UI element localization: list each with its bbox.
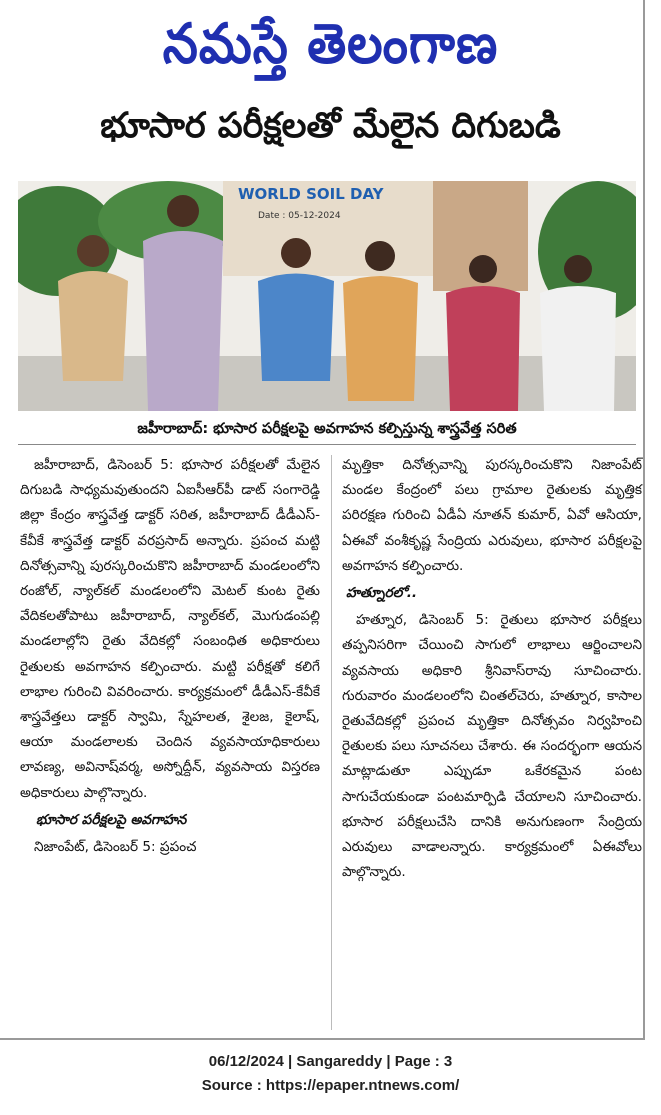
subhead-hathnura: హత్నూరలో.. <box>346 585 418 602</box>
article-column-left <box>20 453 320 1053</box>
article-paragraph-nizampet-cont: మృత్తికా దినోత్సవాన్ని పురస్కరించుకొని నిజాంపేట్‌ మండల కేంద్రంలో పలు గ్రామాల రైతులకు మృత్తిక పరిరక్షణ గురించి ఏడీఏ నూతన్‌ కుమార్‌, ఏవో ఆసియా, ఏఈవో వంశీకృష్ణ సేంద్రియ ఎరువులు, భూసార పరీక్షలపై అవగాహన కల్పించారు. <box>342 457 642 574</box>
subhead-nizampet: భూసార పరీక్షలపై అవగాహన <box>36 811 187 828</box>
footer-source: Source : https://epaper.ntnews.com/ <box>201 1077 460 1094</box>
page-footer <box>0 1050 661 1098</box>
article-paragraph-hathnura: హత్నూర, డిసెంబర్‌ 5: రైతులు భూసార పరీక్షలు తప్పనిసరిగా చేయించి సాగులో లాభాలు ఆర్జించాలని వ్యవసాయ అధికారి శ్రీనివాస్‌రావు సూచించారు. గురువారం మండలంలోని చింతల్‌చెరు, హత్నూర, కాసాల రైతువేదికల్లో ప్రపంచ మృత్తికా దినోత్సవం నిర్వహించి రైతులకు పలు సూచనలు చేశారు. ఈ సందర్భంగా ఆయన మాట్లాడుతూ ఎప్పుడూ ఒకేరకమైన పంట సాగుచేయకుండా పంటమార్పిడి చేయాలని సూచించారు. భూసార పరీక్షలుచేసి దానికి అనుగుణంగా సేంద్రియ ఎరువులు వాడాలన్నారు. కార్యక్రమంలో ఏఈవోలు పాల్గొన్నారు. <box>342 612 642 881</box>
photo-caption: జహీరాబాద్‌: భూసార పరీక్షలపై అవగాహన కల్పిస్తున్న శాస్త్రవేత్త సరిత <box>137 421 517 437</box>
photo-illustration <box>18 181 636 411</box>
article-paragraph: జహీరాబాద్‌, డిసెంబర్‌ 5: భూసార పరీక్షలతో మేలైన దిగుబడి సాధ్యమవుతుందని ఏఐసీఆర్‌పీ డాట్‌ సంగారెడ్డి జిల్లా కేంద్రం శాస్త్రవేత్త డాక్టర్‌ సరిత, జహీరాబాద్‌ డీడీఎస్‌-కేవీకే శాస్త్రవేత్త డాక్టర్‌ వరప్రసాద్‌ అన్నారు. ప్రపంచ మట్టి దినోత్సవాన్ని పురస్కరించుకొని జహీరాబాద్‌ మండలంలోని రంజోల్‌, న్యాల్‌కల్‌ మండలంలోని మెటల్‌ కుంట రైతు వేదికలతోపాటు జహీరాబాద్‌, న్యాల్‌కల్‌, మొగుడంపల్లి మండలాల్లోని రైతు వేదికల్లో సంబంధిత అధికారులు రైతులకు అవగాహన కల్పించారు. మట్టి పరీక్షతో కలిగే లాభాల గురించి వివరించారు. కార్యక్రమంలో డీడీఎస్‌-కేవీకే శాస్త్రవేత్తలు డాక్టర్‌ స్వామి, స్నేహలత, శైలజ, కైలాష్‌, ఆయా మండలాలకు చెందిన వ్యవసాయాధికారులు లావణ్య, అవినాష్‌వర్మ, అస్నోద్దీన్‌, వ్యవసాయ విస్తరణ అధికారులు పాల్గొన్నారు. <box>20 457 320 801</box>
masthead-title: నమస్తే తెలంగాణ <box>162 12 499 76</box>
photo-banner-date: Date : 05-12-2024 <box>258 211 341 221</box>
news-photo <box>18 181 636 411</box>
column-divider <box>331 455 332 1030</box>
article-paragraph-nizampet-start: నిజాంపేట్‌, డిసెంబర్‌ 5: ప్రపంచ <box>34 839 197 856</box>
footer-edition-info: 06/12/2024 | Sangareddy | Page : 3 <box>208 1053 453 1070</box>
headline: భూసార పరీక్షలతో మేలైన దిగుబడి <box>100 106 561 146</box>
photo-banner-title: WORLD SOIL DAY <box>238 185 384 203</box>
caption-rule <box>18 444 636 445</box>
article-column-right <box>342 453 642 885</box>
masthead <box>0 4 661 84</box>
